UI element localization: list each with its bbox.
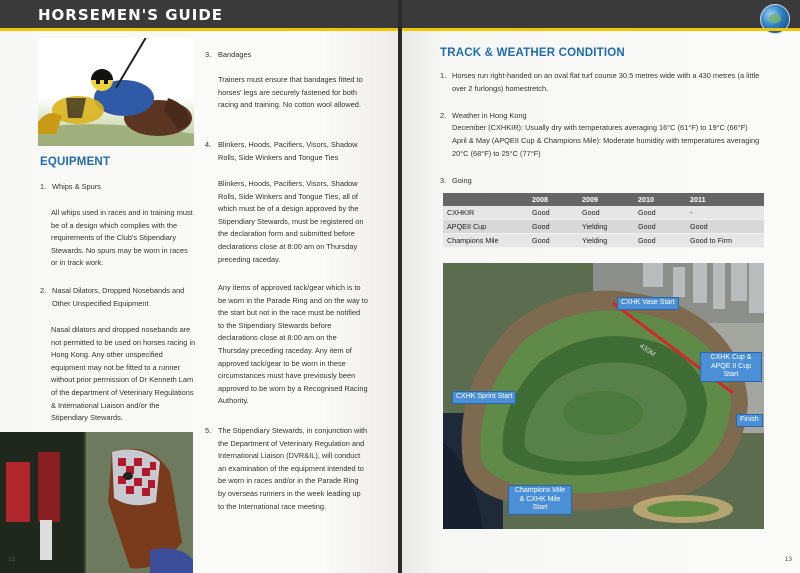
table-cell: APQEII Cup bbox=[443, 220, 528, 234]
table-header-row bbox=[443, 193, 764, 206]
table-header: 2010 bbox=[634, 193, 686, 206]
page-number: 13 bbox=[784, 556, 792, 563]
track-weather-title: TRACK & WEATHER CONDITION bbox=[440, 47, 625, 59]
table-header bbox=[443, 193, 528, 206]
item-body: Nasal dilators and dropped nosebands are not permitted to be used on horses racing in Hong Kong. Any other unspecified equipment may not be fitted to a runner without prior permission of Dr Kenneth Lam of the department of Veterinary Regulations & International Liaison and/or the Stipendiary Stewards. bbox=[51, 325, 196, 423]
item-heading: Nasal Dilators, Dropped Nosebands and Other Unspecified Equipment bbox=[52, 286, 185, 308]
item-heading: Blinkers, Hoods, Pacifiers, Visors, Shadow Rolls, Side Winkers and Tongue Ties bbox=[218, 140, 358, 162]
table-cell: Yielding bbox=[578, 220, 634, 234]
table-header: 2008 bbox=[528, 193, 578, 206]
item-body-2: Any items of approved tack/gear which is to be worn in the Parade Ring and on the way to the start but not in the race must be notified to the Stipendiary Stewards before declarations close at 8:00 am on the Thursday preceding raceday. Any item of approved tack/gear to be worn in these circumstances must have previously been approved to be worn by a Recognised Racing Authority. bbox=[218, 283, 368, 406]
label-finish: Finish bbox=[736, 414, 763, 427]
item-number: 1. bbox=[440, 71, 447, 80]
equipment-title: EQUIPMENT bbox=[40, 156, 111, 168]
horse-mask-photo bbox=[0, 432, 193, 573]
table-cell: Good bbox=[528, 206, 578, 220]
track-marking: 430M bbox=[637, 342, 657, 359]
guide-title: HORSEMEN'S GUIDE bbox=[38, 6, 224, 24]
table-row bbox=[443, 220, 764, 234]
item-number: 5. bbox=[205, 426, 212, 435]
item-body: Trainers must ensure that bandages fitted to horses' legs are securely fastened for both racing and training. No cotton wool allowed. bbox=[218, 75, 363, 110]
item-number: 4. bbox=[205, 140, 212, 149]
table-cell: Good to Firm bbox=[686, 234, 764, 248]
table-header: 2011 bbox=[686, 193, 764, 206]
table-cell: Good bbox=[686, 220, 764, 234]
table-cell: Yielding bbox=[578, 234, 634, 248]
table-cell: CXHKIR bbox=[443, 206, 528, 220]
item-number: 3. bbox=[440, 176, 447, 185]
header-bar bbox=[0, 0, 398, 28]
table-cell: Champions Mile bbox=[443, 234, 528, 248]
table-row bbox=[443, 234, 764, 248]
item-text: Horses run right-handed on an oval flat turf course 30.5 metres wide with a 430 metres (a little over 2 furlongs) homestretch. bbox=[452, 71, 760, 93]
item-heading: Bandages bbox=[218, 50, 252, 59]
jockey-photo bbox=[38, 38, 194, 146]
table-header: 2009 bbox=[578, 193, 634, 206]
label-sprint-start: CXHK Sprint Start bbox=[452, 391, 516, 404]
item-heading: Whips & Spurs bbox=[52, 182, 101, 191]
item-text: Weather in Hong Kong bbox=[452, 111, 527, 120]
item-number: 3. bbox=[205, 50, 212, 59]
item-number: 2. bbox=[40, 286, 47, 295]
table-cell: Good bbox=[634, 206, 686, 220]
table-cell: Good bbox=[528, 220, 578, 234]
item-body: The Stipendiary Stewards, in conjunction with the Department of Veterinary Regulation and International Liaison (DVR&IL), will conduct an examination of the equipment intended to be worn in races and/or in the Parade Ring by overseas runners in the week leading up to the International race meeting. bbox=[218, 426, 368, 511]
weather-december: December (CXHKIR): Usually dry with temperatures averaging 16°C (61°F) to 19°C (66°F) bbox=[452, 123, 748, 132]
table-cell: Good bbox=[528, 234, 578, 248]
left-page bbox=[0, 0, 398, 573]
item-text: Going bbox=[452, 176, 472, 185]
item-number: 1. bbox=[40, 182, 47, 191]
label-cup-start: CXHK Cup & APQE II Cup Start bbox=[700, 352, 762, 382]
globe-icon bbox=[760, 4, 790, 34]
label-vase-start: CXHK Vase Start bbox=[617, 297, 679, 310]
header-bar bbox=[402, 0, 800, 28]
table-cell: Good bbox=[634, 234, 686, 248]
item-body: All whips used in races and in training must be of a design which complies with the requirements of the Club's Stipendiary Stewards. No spurs may be worn in races or in track work. bbox=[51, 208, 193, 268]
weather-april-may: April & May (APQEII Cup & Champions Mile): Moderate humidity with temperatures averaging 20°C (68°F) to 25°C (77°F) bbox=[452, 136, 760, 158]
page-number: 12 bbox=[8, 556, 16, 563]
going-table bbox=[443, 193, 764, 248]
table-cell: Good bbox=[578, 206, 634, 220]
table-cell: Good bbox=[634, 220, 686, 234]
item-number: 2. bbox=[440, 111, 447, 120]
table-cell: - bbox=[686, 206, 764, 220]
table-row bbox=[443, 206, 764, 220]
label-mile-start: Champions Mile & CXHK Mile Start bbox=[508, 485, 572, 515]
item-body: Blinkers, Hoods, Pacifiers, Visors, Shadow Rolls, Side Winkers and Tongue Ties, all of which must be of a design approved by the Stipendiary Stewards, must be registered on the declaration form and submitted before declarations close at 8:00 am on Thursday preceding raceday. bbox=[218, 179, 364, 264]
